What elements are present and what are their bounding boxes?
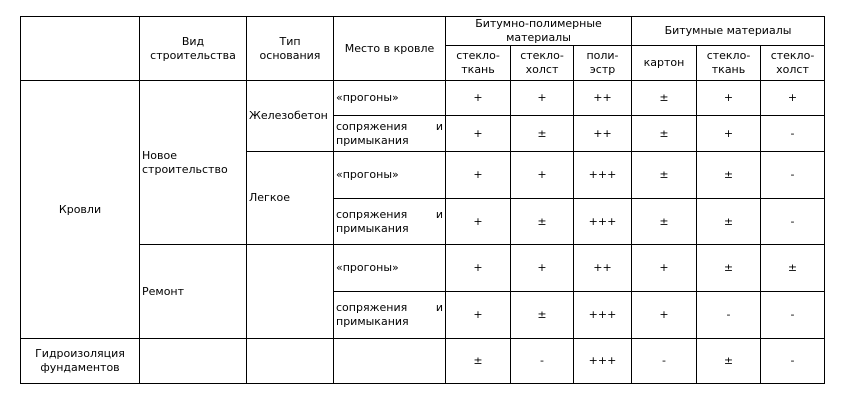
sub-header: стекло- ткань — [697, 46, 761, 81]
value-cell: ± — [446, 339, 511, 384]
sub-header: стекло- холст — [761, 46, 825, 81]
value-cell: + — [446, 81, 511, 116]
value-cell: ++ — [574, 116, 632, 152]
place-sopryazheniya: сопряжения и примыкания — [334, 199, 446, 245]
empty-cell — [334, 339, 446, 384]
label-krovli: Кровли — [21, 81, 140, 339]
value-cell: ++ — [574, 245, 632, 292]
value-cell: + — [446, 199, 511, 245]
value-cell: +++ — [574, 339, 632, 384]
sub-header: стекло- холст — [511, 46, 574, 81]
empty-cell — [140, 339, 247, 384]
value-cell: ± — [511, 199, 574, 245]
value-cell: ± — [632, 116, 697, 152]
value-cell: + — [511, 81, 574, 116]
label-novoe: Новое строительство — [140, 81, 247, 245]
value-cell: ± — [632, 81, 697, 116]
value-cell: - — [511, 339, 574, 384]
value-cell: ± — [697, 199, 761, 245]
value-cell: - — [761, 116, 825, 152]
value-cell: ± — [632, 152, 697, 199]
value-cell: ± — [511, 116, 574, 152]
value-cell: ++ — [574, 81, 632, 116]
value-cell: ± — [697, 339, 761, 384]
place-sopryazheniya: сопряжения и примыкания — [334, 292, 446, 339]
value-cell: + — [446, 116, 511, 152]
value-cell: ± — [697, 152, 761, 199]
place-sopryazheniya: сопряжения и примыкания — [334, 116, 446, 152]
empty-cell — [247, 339, 334, 384]
value-cell: ± — [761, 245, 825, 292]
value-cell: - — [632, 339, 697, 384]
value-cell: - — [761, 339, 825, 384]
value-cell: + — [446, 292, 511, 339]
header-group-bitum-polymer: Битумно-полимерные материалы — [446, 17, 632, 46]
value-cell: + — [761, 81, 825, 116]
value-cell: - — [761, 152, 825, 199]
label-zhelezobeton: Железобетон — [247, 81, 334, 152]
header-tip: Тип основания — [247, 17, 334, 81]
header-vid: Вид строительства — [140, 17, 247, 81]
sub-header: стекло- ткань — [446, 46, 511, 81]
sub-header: поли- эстр — [574, 46, 632, 81]
label-remont: Ремонт — [140, 245, 247, 339]
value-cell: + — [446, 245, 511, 292]
value-cell: - — [761, 199, 825, 245]
value-cell: +++ — [574, 152, 632, 199]
materials-table — [20, 16, 825, 384]
value-cell: ± — [632, 199, 697, 245]
value-cell: - — [761, 292, 825, 339]
label-gidroizolyaciya: Гидроизоляция фундаментов — [21, 339, 140, 384]
corner-cell — [21, 17, 140, 81]
value-cell: ± — [697, 245, 761, 292]
value-cell: - — [697, 292, 761, 339]
label-legkoe: Легкое — [247, 152, 334, 245]
value-cell: +++ — [574, 292, 632, 339]
place-progony: «прогоны» — [334, 81, 446, 116]
empty-cell — [247, 245, 334, 339]
value-cell: + — [697, 116, 761, 152]
value-cell: +++ — [574, 199, 632, 245]
value-cell: + — [511, 152, 574, 199]
value-cell: + — [632, 245, 697, 292]
sub-header: картон — [632, 46, 697, 81]
value-cell: + — [511, 245, 574, 292]
value-cell: + — [632, 292, 697, 339]
header-mesto: Место в кровле — [334, 17, 446, 81]
header-group-bitum: Битумные материалы — [632, 17, 825, 46]
place-progony: «прогоны» — [334, 152, 446, 199]
value-cell: + — [446, 152, 511, 199]
value-cell: ± — [511, 292, 574, 339]
value-cell: + — [697, 81, 761, 116]
place-progony: «прогоны» — [334, 245, 446, 292]
